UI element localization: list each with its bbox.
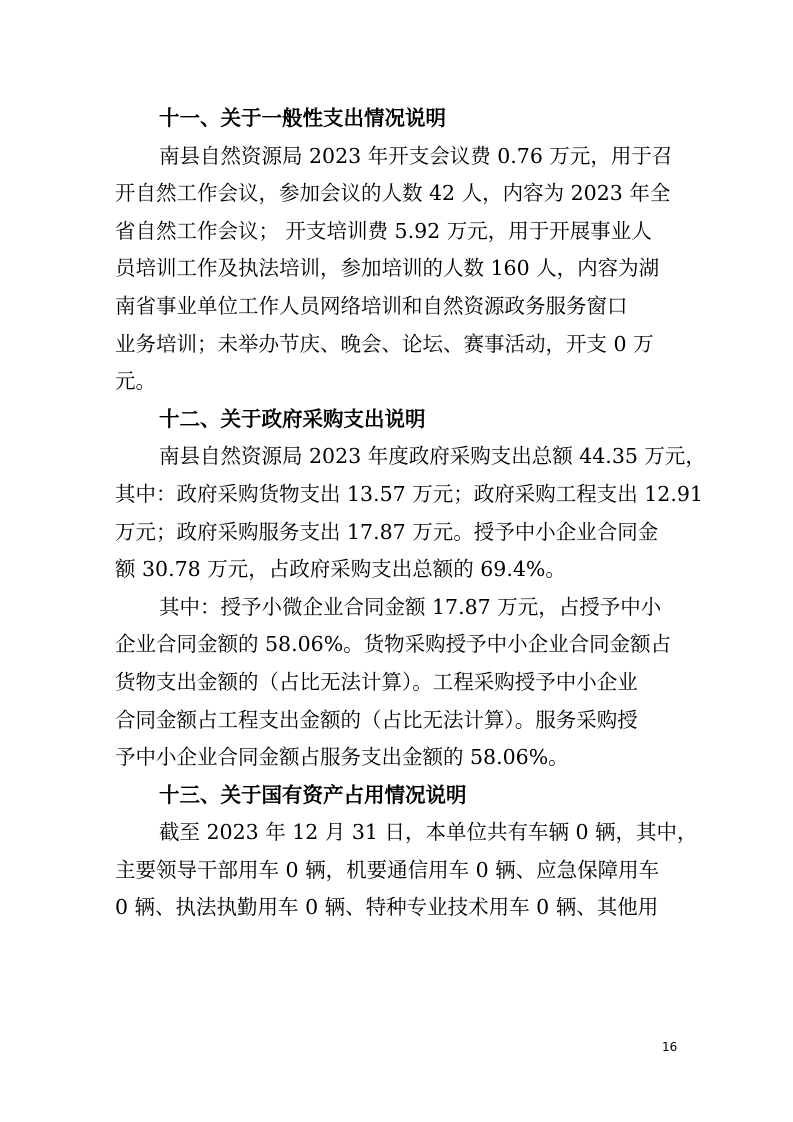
- text-line: 主要领导干部用车 0 辆，机要通信用车 0 辆、应急保障用车: [115, 857, 660, 882]
- text-line: 业务培训；未举办节庆、晚会、论坛、赛事活动，开支 0 万: [115, 331, 654, 356]
- text-line: 南省事业单位工作人员网络培训和自然资源政务服务窗口: [115, 293, 628, 318]
- text-line: 省自然工作会议； 开支培训费 5.92 万元，用于开展事业人: [115, 218, 652, 243]
- text-line: 0 辆、执法执勤用车 0 辆、特种专业技术用车 0 辆、其他用: [115, 895, 659, 920]
- text-line: 企业合同金额的 58.06%。货物采购授予中小企业合同金额占: [115, 632, 672, 657]
- section-heading-11: 十一、关于一般性支出情况说明: [159, 106, 446, 130]
- text-line: 员培训工作及执法培训，参加培训的人数 160 人，内容为湖: [115, 256, 660, 281]
- text-line: 其中：政府采购货物支出 13.57 万元；政府采购工程支出 12.91: [115, 481, 703, 506]
- text-line: 截至 2023 年 12 月 31 日，本单位共有车辆 0 辆，其中，: [159, 820, 698, 845]
- section-heading-13: 十三、关于国有资产占用情况说明: [159, 782, 467, 807]
- section-heading-12: 十二、关于政府采购支出说明: [159, 406, 426, 431]
- text-line: 开自然工作会议，参加会议的人数 42 人，内容为 2023 年全: [115, 181, 671, 206]
- document-body: [115, 100, 706, 927]
- text-line: 元。: [115, 369, 156, 394]
- text-line: 其中：授予小微企业合同金额 17.87 万元，占授予中小: [159, 594, 662, 619]
- text-line: 额 30.78 万元，占政府采购支出总额的 69.4%。: [115, 557, 566, 582]
- text-line: 万元；政府采购服务支出 17.87 万元。授予中小企业合同金: [115, 519, 659, 544]
- text-line: 南县自然资源局 2023 年开支会议费 0.76 万元，用于召: [159, 143, 673, 168]
- text-line: 南县自然资源局 2023 年度政府采购支出总额 44.35 万元，: [159, 444, 706, 469]
- text-line: 予中小企业合同金额占服务支出金额的 58.06%。: [115, 745, 569, 770]
- page-number: 16: [662, 1040, 678, 1054]
- text-line: 合同金额占工程支出金额的（占比无法计算）。服务采购授: [115, 707, 638, 732]
- text-line: 货物支出金额的（占比无法计算）。工程采购授予中小企业: [115, 669, 638, 694]
